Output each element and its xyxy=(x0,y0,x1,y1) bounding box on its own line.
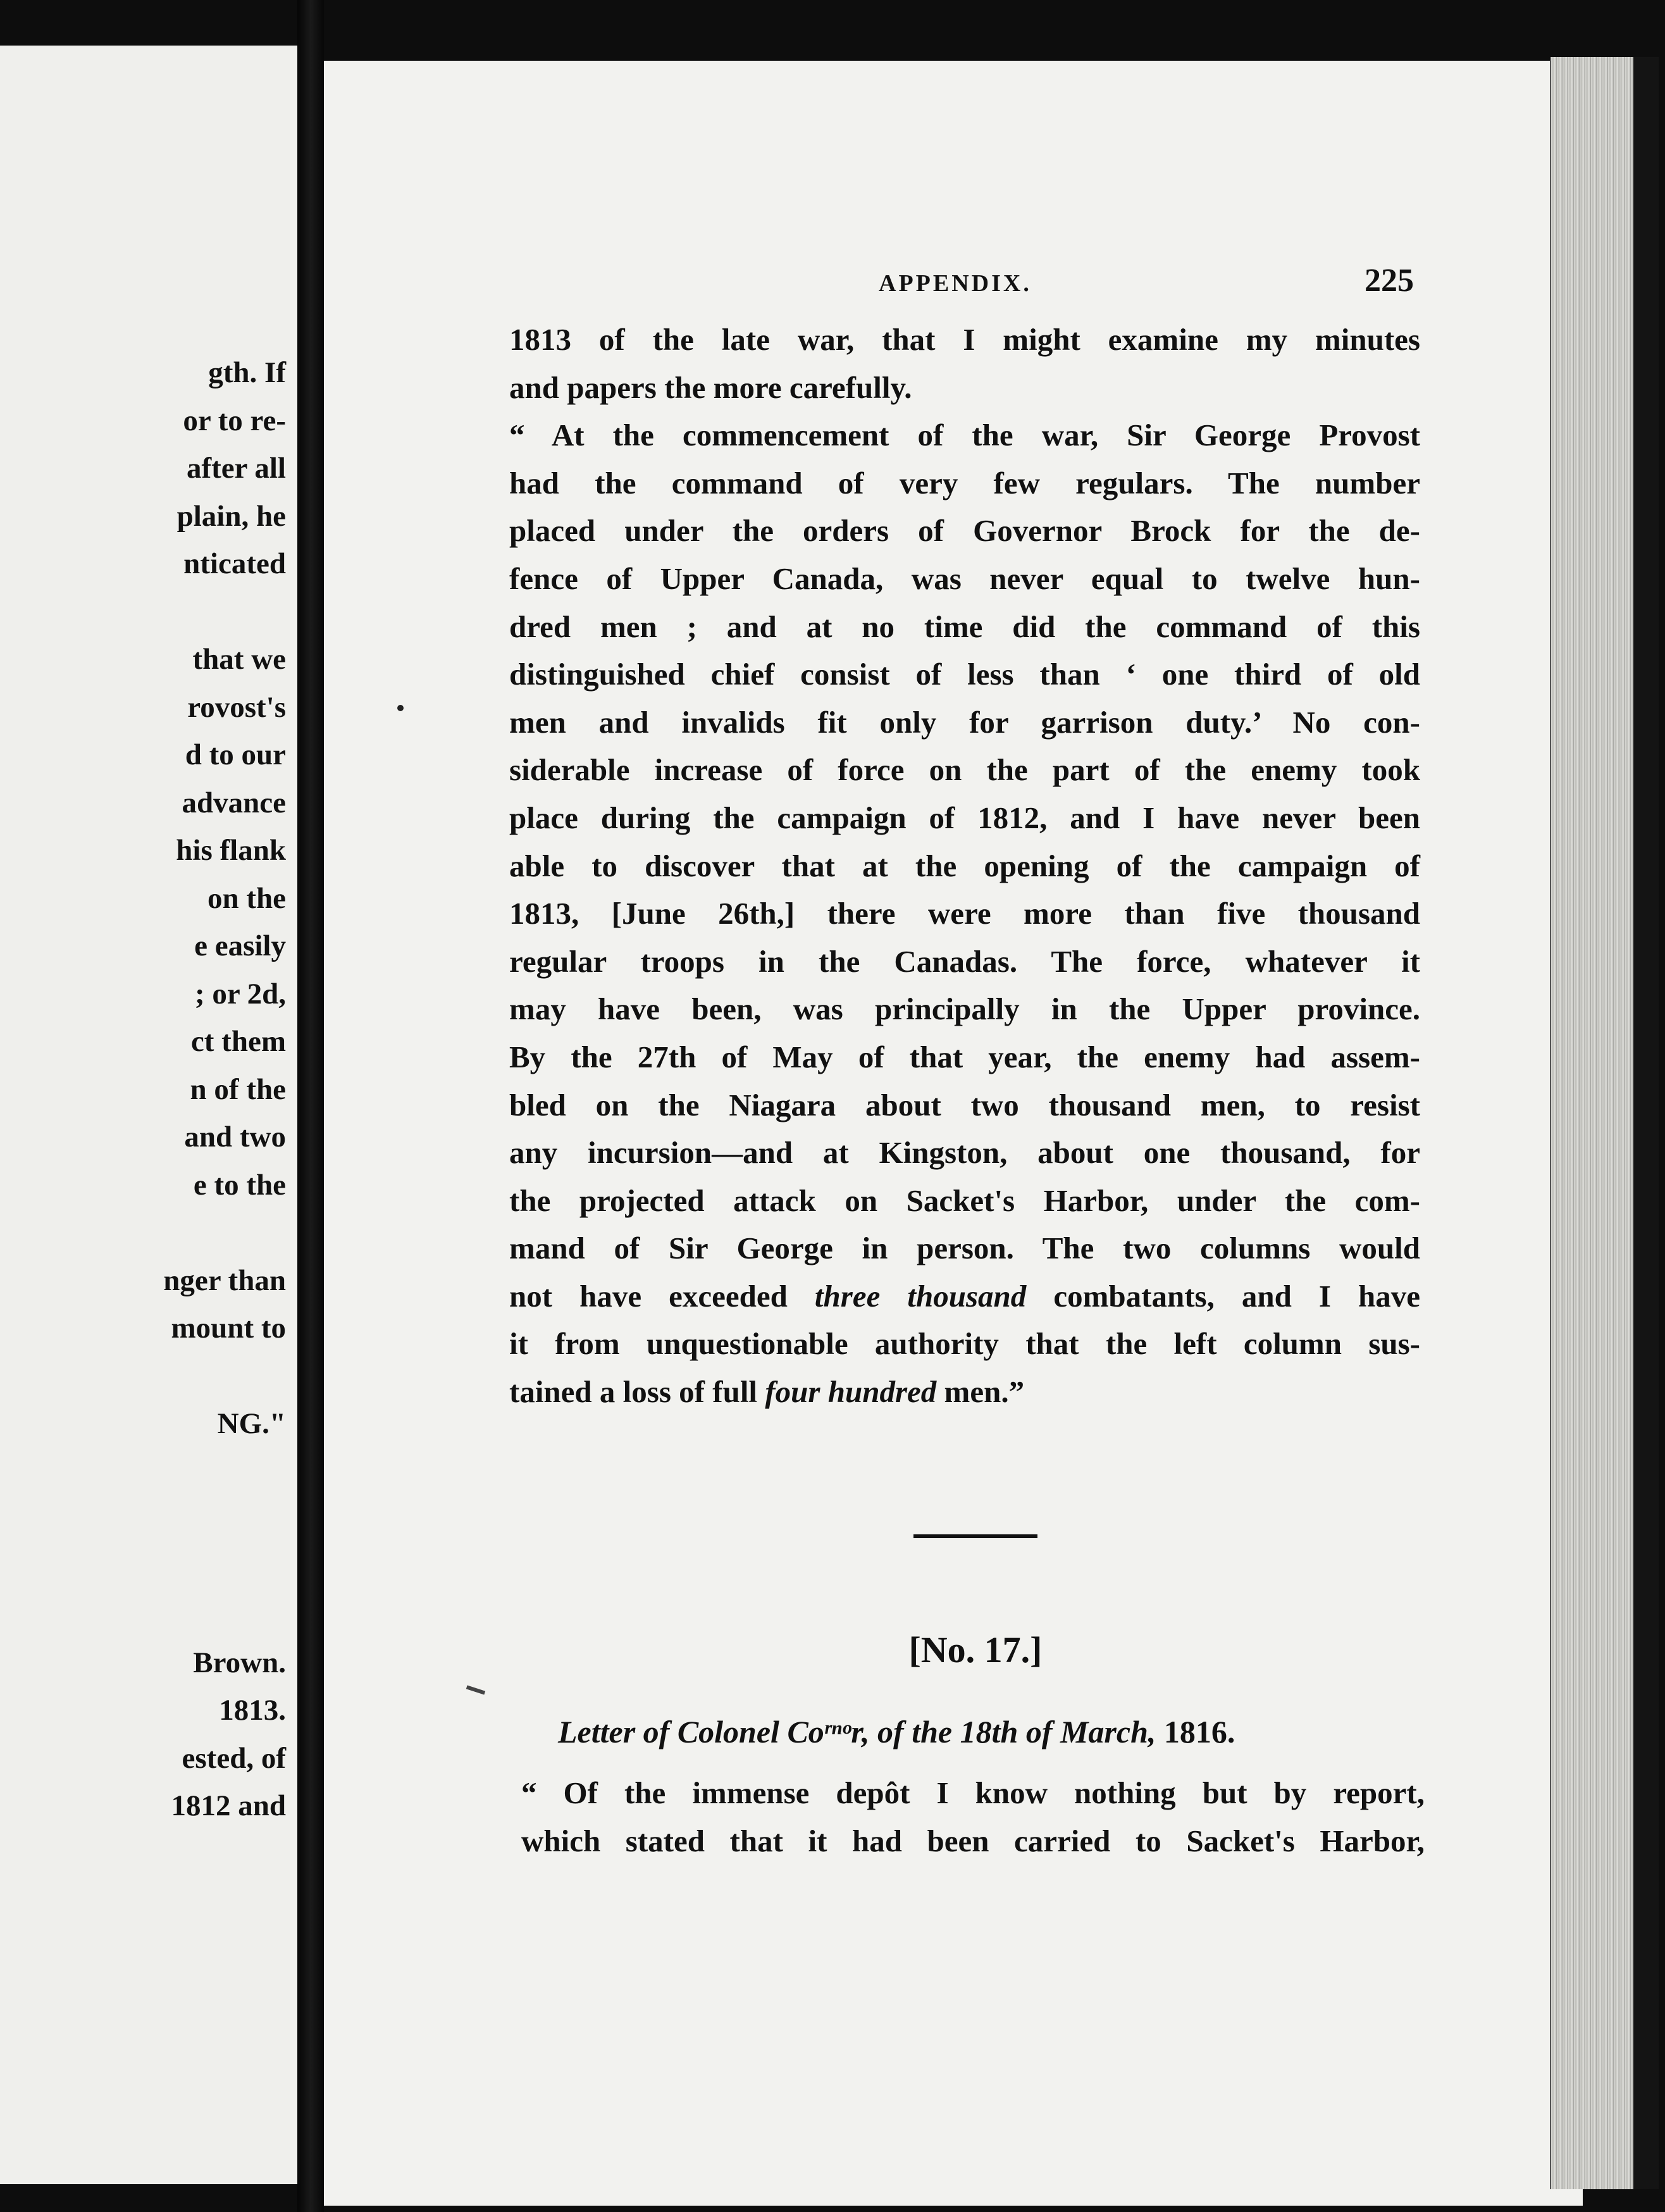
stray-dot-mark xyxy=(397,705,404,711)
text-line: it from unquestionable authority that the left column sus- xyxy=(509,1326,1420,1362)
current-page xyxy=(324,61,1583,2206)
letter-text xyxy=(521,1769,1425,1865)
text-line: men and invalids fit only for garrison duty.’ No con- xyxy=(509,704,1420,740)
text-line xyxy=(509,1272,1420,1320)
previous-page-text xyxy=(0,349,286,1830)
text-line: which stated that it had been carried to Sacket's Harbor, xyxy=(521,1823,1425,1858)
previous-page-line: n of the xyxy=(190,1072,286,1106)
previous-page-line: 1812 and xyxy=(171,1789,286,1822)
previous-page-line: nger than xyxy=(163,1264,286,1297)
text-line: “ At the commencement of the war, Sir George Provost xyxy=(509,418,1420,453)
book-page-edges xyxy=(1550,57,1633,2189)
text-line: place during the campaign of 1812, and I have never been xyxy=(509,800,1420,835)
previous-page-line xyxy=(0,1591,286,1639)
previous-page-line: nticated xyxy=(183,547,286,580)
text-line: and papers the more carefully. xyxy=(509,370,912,405)
letter-caption xyxy=(558,1713,1235,1750)
text-line: mand of Sir George in person. The two columns would xyxy=(509,1231,1420,1266)
previous-page xyxy=(0,46,297,2184)
text-line: siderable increase of force on the part of the enemy took xyxy=(509,752,1420,788)
section-title: [No. 17.] xyxy=(908,1629,1043,1670)
caption-italic: of March, xyxy=(1018,1714,1164,1749)
text-line: By the 27th of May of that year, the enemy had assem- xyxy=(509,1039,1420,1074)
previous-page-line: NG." xyxy=(217,1407,286,1440)
italic-emphasis: four hundred xyxy=(765,1374,937,1410)
caption-date-day: 18th xyxy=(960,1714,1018,1749)
previous-page-line: e easily xyxy=(194,929,286,962)
previous-page-line: after all xyxy=(186,452,286,485)
previous-page-line xyxy=(0,1544,286,1592)
previous-page-line: ested, of xyxy=(182,1741,286,1775)
text-line: dred men ; and at no time did the command of this xyxy=(509,609,1420,644)
page-number: 225 xyxy=(1365,263,1414,299)
book-gutter xyxy=(297,0,324,2212)
text-line: bled on the Niagara about two thousand men, to resist xyxy=(509,1087,1420,1122)
previous-page-line: plain, he xyxy=(176,499,286,533)
body-text xyxy=(509,316,1420,1416)
previous-page-line: and two xyxy=(184,1121,286,1153)
previous-page-line: rovost's xyxy=(187,690,286,724)
caption-italic: Letter of Colonel Coʳⁿᵒr, of the xyxy=(558,1714,960,1749)
previous-page-line: ct them xyxy=(190,1025,286,1058)
running-head: APPENDIX. xyxy=(879,270,1032,297)
stray-dash-mark xyxy=(466,1686,485,1695)
text-line: fence of Upper Canada, was never equal to twelve hun- xyxy=(509,561,1420,596)
previous-page-line: d to our xyxy=(185,738,286,771)
previous-page-line xyxy=(0,1496,286,1544)
previous-page-line xyxy=(0,588,286,637)
text-line: the projected attack on Sacket's Harbor, under the com- xyxy=(509,1183,1420,1218)
previous-page-line: ; or 2d, xyxy=(194,977,286,1010)
previous-page-line xyxy=(0,1448,286,1496)
previous-page-line: on the xyxy=(207,881,286,915)
text-line: 1813, [June 26th,] there were more than five thousand xyxy=(509,896,1420,931)
caption-year: 1816. xyxy=(1163,1714,1235,1749)
text-line: regular troops in the Canadas. The force, whatever it xyxy=(509,943,1420,979)
previous-page-line xyxy=(0,1353,286,1401)
text-line: 1813 of the late war, that I might examine my minutes xyxy=(509,322,1420,357)
text-line xyxy=(509,1368,1420,1416)
text-line: able to discover that at the opening of the campaign of xyxy=(509,848,1420,883)
previous-page-line: his flank xyxy=(176,834,286,867)
page-header xyxy=(324,263,1583,320)
section-divider-rule xyxy=(913,1534,1037,1538)
italic-emphasis: three thousand xyxy=(814,1278,1027,1314)
text-line: may have been, was principally in the Upper province. xyxy=(509,991,1420,1027)
text-segment: combatants, and I have xyxy=(1026,1278,1420,1314)
previous-page-line: that we xyxy=(192,643,286,676)
previous-page-line: or to re- xyxy=(183,404,286,437)
previous-page-line: 1813. xyxy=(219,1694,286,1727)
previous-page-line: advance xyxy=(182,786,286,819)
text-line: placed under the orders of Governor Brock for the de- xyxy=(509,513,1420,549)
previous-page-line: gth. If xyxy=(208,356,286,389)
text-line: distinguished chief consist of less than ‘ one third of old xyxy=(509,657,1420,692)
text-segment: men.” xyxy=(936,1374,1025,1410)
previous-page-line xyxy=(0,1209,286,1257)
text-segment: not have exceeded xyxy=(509,1278,815,1314)
text-line: “ Of the immense depôt I know nothing but by report, xyxy=(521,1775,1425,1810)
previous-page-line: e to the xyxy=(193,1168,286,1202)
text-segment: tained a loss of full xyxy=(509,1374,765,1410)
text-line: any incursion—and at Kingston, about one thousand, for xyxy=(509,1135,1420,1171)
previous-page-line: mount to xyxy=(171,1312,286,1345)
text-line: had the command of very few regulars. The number xyxy=(509,465,1420,500)
previous-page-line: Brown. xyxy=(193,1646,286,1679)
